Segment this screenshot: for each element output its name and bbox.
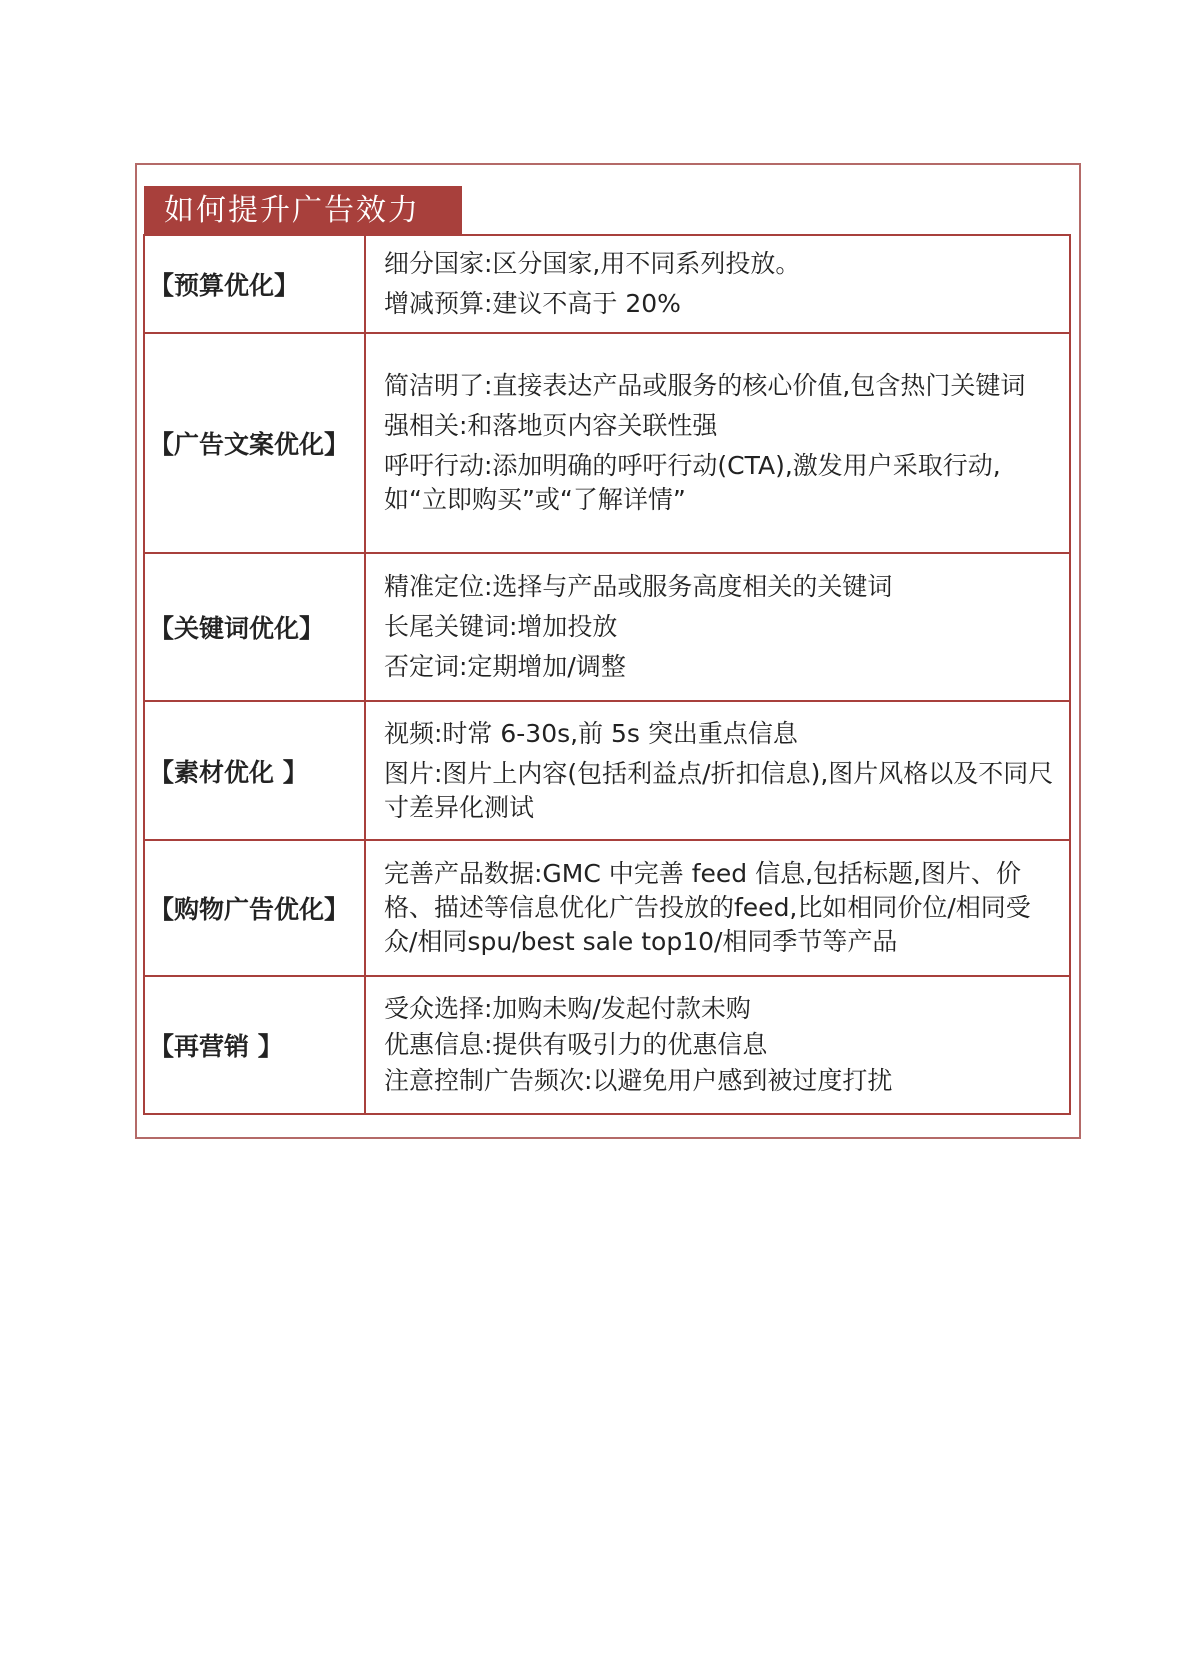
row-label: 【再营销 】	[144, 976, 365, 1114]
table-row	[144, 235, 1070, 333]
row-details	[365, 701, 1070, 840]
row-label: 【关键词优化】	[144, 553, 365, 701]
detail-line: 增减预算:建议不高于 20%	[384, 289, 681, 318]
row-details	[365, 235, 1070, 333]
detail-line: 优惠信息:提供有吸引力的优惠信息	[384, 1030, 768, 1059]
table-row	[144, 553, 1070, 701]
detail-line: 完善产品数据:GMC 中完善 feed 信息,包括标题,图片、价格、描述等信息优化广告投放的feed,比如相同价位/相同受众/相同spu/best sale top10/相同季节等产品	[384, 859, 1031, 956]
detail-line: 精准定位:选择与产品或服务高度相关的关键词	[384, 572, 893, 601]
row-label: 【素材优化 】	[144, 701, 365, 840]
row-details	[365, 553, 1070, 701]
row-details	[365, 840, 1070, 976]
row-details	[365, 333, 1070, 553]
detail-line: 受众选择:加购未购/发起付款未购	[384, 994, 751, 1023]
detail-line: 强相关:和落地页内容关联性强	[384, 411, 718, 440]
detail-line: 视频:时常 6-30s,前 5s 突出重点信息	[384, 718, 798, 748]
content-table	[143, 234, 1071, 1115]
detail-line: 图片:图片上内容(包括利益点/折扣信息),图片风格以及不同尺寸差异化测试	[384, 758, 1054, 822]
row-label: 【预算优化】	[144, 235, 365, 333]
table-row	[144, 976, 1070, 1114]
table-row	[144, 701, 1070, 840]
detail-line: 简洁明了:直接表达产品或服务的核心价值,包含热门关键词	[384, 371, 1026, 400]
detail-line: 注意控制广告频次:以避免用户感到被过度打扰	[384, 1066, 893, 1095]
detail-line: 长尾关键词:增加投放	[384, 612, 618, 641]
row-label: 【广告文案优化】	[144, 333, 365, 553]
row-details	[365, 976, 1070, 1114]
row-label: 【购物广告优化】	[144, 840, 365, 976]
page-title: 如何提升广告效力	[144, 186, 462, 236]
detail-line: 呼吁行动:添加明确的呼吁行动(CTA),激发用户采取行动,如“立即购买”或“了解详情”	[384, 451, 1001, 514]
detail-line: 细分国家:区分国家,用不同系列投放。	[384, 249, 801, 278]
detail-line: 否定词:定期增加/调整	[384, 652, 626, 681]
table-row	[144, 840, 1070, 976]
table-row	[144, 333, 1070, 553]
